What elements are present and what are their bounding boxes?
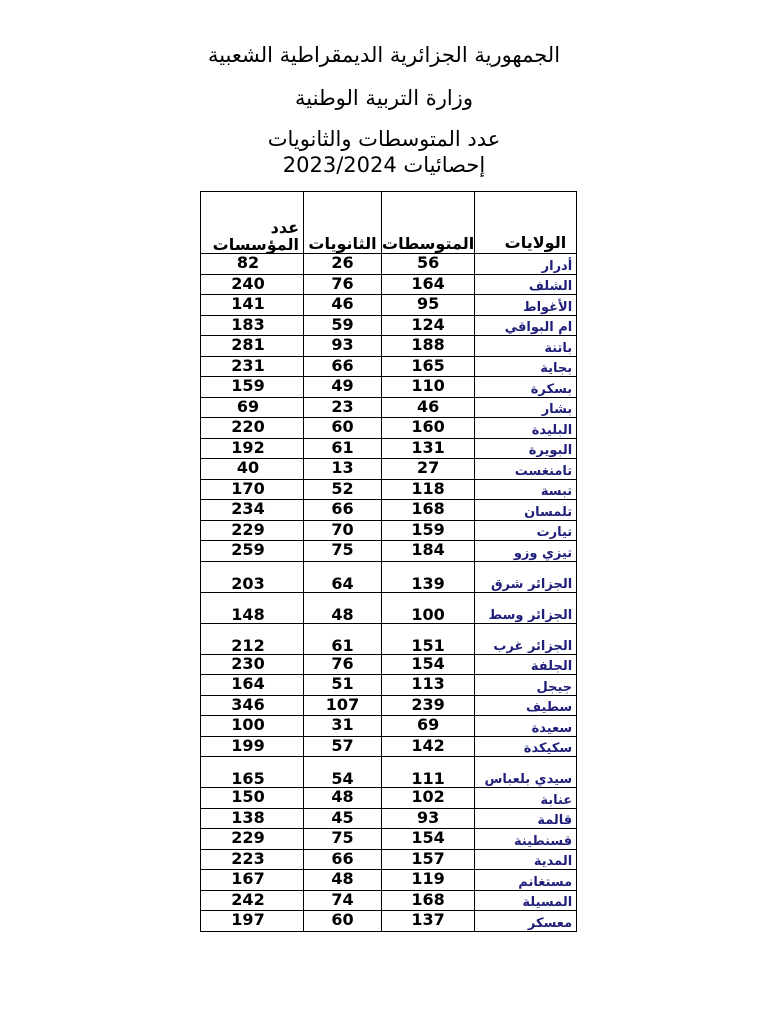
statistics-year: إحصائيات 2023/2024 — [282, 153, 486, 177]
wilaya-cell: سطيف — [475, 695, 577, 716]
secondary-cell: 57 — [304, 736, 382, 757]
middle-cell: 184 — [382, 541, 475, 562]
middle-cell: 131 — [382, 438, 475, 459]
total-cell: 231 — [201, 356, 304, 377]
total-cell: 40 — [201, 459, 304, 480]
column-header-total: عدد المؤسسات — [201, 192, 304, 254]
wilaya-cell: الشلف — [475, 274, 577, 295]
total-cell: 197 — [201, 911, 304, 932]
wilaya-cell: المسيلة — [475, 890, 577, 911]
middle-cell: 56 — [382, 254, 475, 275]
table-row — [201, 736, 577, 757]
middle-cell: 139 — [382, 561, 475, 592]
total-cell: 199 — [201, 736, 304, 757]
wilaya-cell: باتنة — [475, 336, 577, 357]
secondary-cell: 74 — [304, 890, 382, 911]
table-header-row — [201, 192, 577, 254]
wilaya-cell: أدرار — [475, 254, 577, 275]
ministry-title: وزارة التربية الوطنية — [295, 86, 473, 110]
total-cell: 82 — [201, 254, 304, 275]
table-row — [201, 716, 577, 737]
wilaya-cell: تلمسان — [475, 500, 577, 521]
wilaya-cell: سعيدة — [475, 716, 577, 737]
total-cell: 138 — [201, 808, 304, 829]
middle-cell: 111 — [382, 757, 475, 788]
table-row — [201, 315, 577, 336]
table-row — [201, 592, 577, 623]
wilaya-cell: بشار — [475, 397, 577, 418]
wilaya-cell: ام البواقي — [475, 315, 577, 336]
table-row — [201, 500, 577, 521]
secondary-cell: 75 — [304, 829, 382, 850]
table-row — [201, 890, 577, 911]
secondary-cell: 13 — [304, 459, 382, 480]
wilaya-cell: تيزي وزو — [475, 541, 577, 562]
secondary-cell: 66 — [304, 500, 382, 521]
wilaya-cell: تبسة — [475, 479, 577, 500]
secondary-cell: 61 — [304, 438, 382, 459]
wilaya-cell: المدية — [475, 849, 577, 870]
wilaya-cell: الأغواط — [475, 295, 577, 316]
middle-cell: 154 — [382, 654, 475, 675]
table-row — [201, 274, 577, 295]
total-cell: 167 — [201, 870, 304, 891]
wilaya-cell: عنابة — [475, 788, 577, 809]
table-row — [201, 336, 577, 357]
secondary-cell: 70 — [304, 520, 382, 541]
total-cell: 281 — [201, 336, 304, 357]
table-row — [201, 356, 577, 377]
wilaya-cell: تيارت — [475, 520, 577, 541]
wilaya-cell: البليدة — [475, 418, 577, 439]
table-row — [201, 438, 577, 459]
middle-cell: 239 — [382, 695, 475, 716]
table-row — [201, 541, 577, 562]
total-cell: 148 — [201, 592, 304, 623]
secondary-cell: 76 — [304, 274, 382, 295]
table-row — [201, 808, 577, 829]
middle-cell: 119 — [382, 870, 475, 891]
table-row — [201, 397, 577, 418]
table-row — [201, 295, 577, 316]
total-cell: 229 — [201, 829, 304, 850]
table-row — [201, 675, 577, 696]
secondary-cell: 23 — [304, 397, 382, 418]
wilaya-cell: جيجل — [475, 675, 577, 696]
middle-cell: 160 — [382, 418, 475, 439]
table-row — [201, 829, 577, 850]
middle-cell: 46 — [382, 397, 475, 418]
wilaya-cell: الجزائر غرب — [475, 623, 577, 654]
table-row — [201, 911, 577, 932]
middle-cell: 93 — [382, 808, 475, 829]
table-row — [201, 757, 577, 788]
total-cell: 159 — [201, 377, 304, 398]
table-row — [201, 377, 577, 398]
total-cell: 223 — [201, 849, 304, 870]
middle-cell: 95 — [382, 295, 475, 316]
secondary-cell: 64 — [304, 561, 382, 592]
wilaya-cell: الجزائر شرق — [475, 561, 577, 592]
total-cell: 230 — [201, 654, 304, 675]
table-row — [201, 870, 577, 891]
total-cell: 203 — [201, 561, 304, 592]
wilaya-cell: بجاية — [475, 356, 577, 377]
middle-cell: 168 — [382, 500, 475, 521]
middle-cell: 159 — [382, 520, 475, 541]
secondary-cell: 45 — [304, 808, 382, 829]
total-cell: 192 — [201, 438, 304, 459]
secondary-cell: 49 — [304, 377, 382, 398]
table-row — [201, 254, 577, 275]
wilaya-cell: معسكر — [475, 911, 577, 932]
total-cell: 100 — [201, 716, 304, 737]
table-row — [201, 479, 577, 500]
secondary-cell: 48 — [304, 870, 382, 891]
secondary-cell: 48 — [304, 592, 382, 623]
secondary-cell: 107 — [304, 695, 382, 716]
middle-cell: 27 — [382, 459, 475, 480]
secondary-cell: 61 — [304, 623, 382, 654]
wilaya-cell: بسكرة — [475, 377, 577, 398]
secondary-cell: 59 — [304, 315, 382, 336]
wilaya-cell: الجزائر وسط — [475, 592, 577, 623]
secondary-cell: 93 — [304, 336, 382, 357]
secondary-cell: 51 — [304, 675, 382, 696]
total-cell: 164 — [201, 675, 304, 696]
middle-cell: 151 — [382, 623, 475, 654]
secondary-cell: 54 — [304, 757, 382, 788]
total-cell: 165 — [201, 757, 304, 788]
column-header-middle: المتوسطات — [382, 192, 475, 254]
secondary-cell: 75 — [304, 541, 382, 562]
middle-cell: 69 — [382, 716, 475, 737]
middle-cell: 188 — [382, 336, 475, 357]
total-cell: 141 — [201, 295, 304, 316]
middle-cell: 113 — [382, 675, 475, 696]
middle-cell: 168 — [382, 890, 475, 911]
wilaya-cell: قسنطينة — [475, 829, 577, 850]
middle-cell: 124 — [382, 315, 475, 336]
total-cell: 259 — [201, 541, 304, 562]
total-cell: 240 — [201, 274, 304, 295]
secondary-cell: 26 — [304, 254, 382, 275]
total-cell: 69 — [201, 397, 304, 418]
middle-cell: 100 — [382, 592, 475, 623]
table-row — [201, 459, 577, 480]
middle-cell: 102 — [382, 788, 475, 809]
secondary-cell: 66 — [304, 356, 382, 377]
wilaya-cell: تامنغست — [475, 459, 577, 480]
secondary-cell: 60 — [304, 418, 382, 439]
schools-table — [200, 191, 577, 932]
total-cell: 150 — [201, 788, 304, 809]
secondary-cell: 76 — [304, 654, 382, 675]
secondary-cell: 48 — [304, 788, 382, 809]
total-cell: 183 — [201, 315, 304, 336]
middle-cell: 154 — [382, 829, 475, 850]
table-row — [201, 561, 577, 592]
total-cell: 220 — [201, 418, 304, 439]
middle-cell: 118 — [382, 479, 475, 500]
country-title: الجمهورية الجزائرية الديمقراطية الشعبية — [207, 43, 561, 67]
total-cell: 242 — [201, 890, 304, 911]
middle-cell: 164 — [382, 274, 475, 295]
middle-cell: 137 — [382, 911, 475, 932]
table-row — [201, 520, 577, 541]
column-header-secondary: الثانويات — [304, 192, 382, 254]
wilaya-cell: الجلفة — [475, 654, 577, 675]
table-row — [201, 695, 577, 716]
total-cell: 170 — [201, 479, 304, 500]
table-row — [201, 418, 577, 439]
secondary-cell: 52 — [304, 479, 382, 500]
total-cell: 234 — [201, 500, 304, 521]
column-header-wilaya: الولايات — [475, 192, 577, 254]
wilaya-cell: سيدي بلعباس — [475, 757, 577, 788]
document-title: عدد المتوسطات والثانويات — [267, 127, 501, 151]
middle-cell: 110 — [382, 377, 475, 398]
secondary-cell: 66 — [304, 849, 382, 870]
table-row — [201, 623, 577, 654]
table-row — [201, 849, 577, 870]
table-row — [201, 788, 577, 809]
wilaya-cell: البويرة — [475, 438, 577, 459]
secondary-cell: 31 — [304, 716, 382, 737]
table-row — [201, 654, 577, 675]
wilaya-cell: قالمة — [475, 808, 577, 829]
wilaya-cell: مستغانم — [475, 870, 577, 891]
total-cell: 212 — [201, 623, 304, 654]
total-cell: 346 — [201, 695, 304, 716]
middle-cell: 165 — [382, 356, 475, 377]
secondary-cell: 60 — [304, 911, 382, 932]
wilaya-cell: سكيكدة — [475, 736, 577, 757]
middle-cell: 142 — [382, 736, 475, 757]
middle-cell: 157 — [382, 849, 475, 870]
secondary-cell: 46 — [304, 295, 382, 316]
total-cell: 229 — [201, 520, 304, 541]
